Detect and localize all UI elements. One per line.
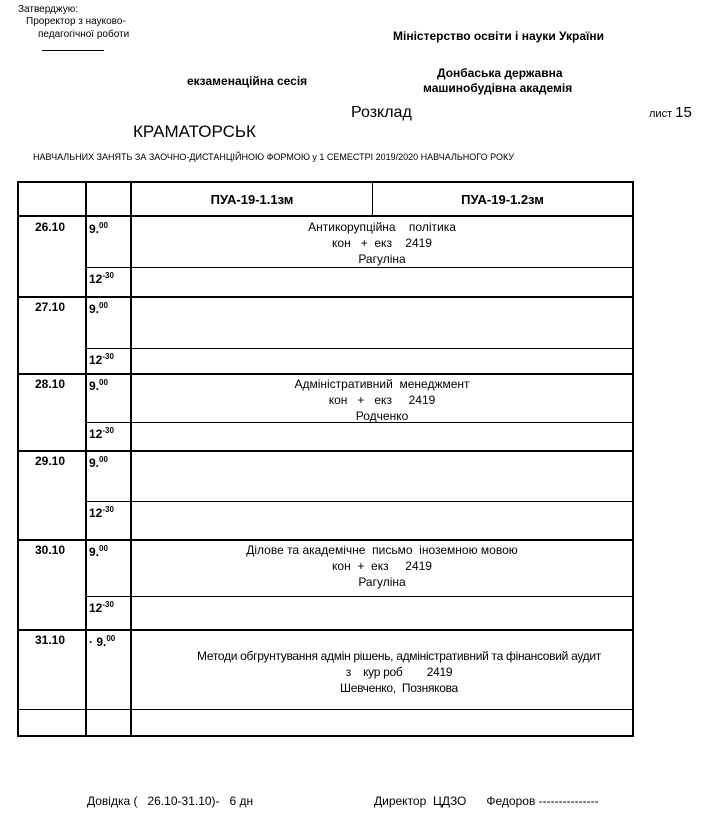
approval-title: Затверджую:	[18, 4, 78, 15]
day-date: 29.10	[35, 454, 66, 468]
lesson-type: кон + екз 2419	[332, 559, 432, 573]
approval-position-line2: педагогічної роботи	[38, 29, 130, 40]
slot-divider	[85, 348, 632, 349]
slot-hour: 12	[89, 427, 103, 441]
slot-time	[89, 221, 108, 236]
lesson-cell	[149, 648, 649, 696]
slot-minutes: 00	[99, 455, 108, 464]
slot-divider	[85, 267, 632, 268]
slot-hour: 12	[89, 601, 103, 615]
lesson-teacher: Родченко	[355, 409, 409, 423]
lesson-teacher: Рагуліна	[358, 575, 406, 589]
row-divider	[19, 709, 632, 710]
lesson-teacher: Рагуліна	[358, 252, 406, 266]
day-date: 28.10	[35, 377, 66, 391]
lesson-subject: Антикорупційна політика	[308, 220, 456, 234]
slot-time	[89, 301, 108, 316]
slot-hour: 9.	[89, 222, 100, 236]
day-divider	[19, 539, 632, 541]
header-row-divider	[19, 215, 632, 217]
lesson-cell	[132, 376, 632, 424]
academy-name-line2: машинобудівна академія	[423, 81, 573, 95]
slot-minutes: -30	[102, 271, 114, 280]
lesson-type: кон + екз 2419	[332, 236, 432, 250]
slot-time	[89, 455, 108, 470]
approval-position-line1: Проректор з науково-	[26, 16, 126, 27]
day-divider	[19, 296, 632, 298]
slot-minutes: 00	[106, 634, 116, 643]
slot-time	[89, 352, 114, 367]
lesson-cell	[132, 542, 632, 590]
slot-divider	[85, 596, 632, 597]
day-date: 30.10	[35, 543, 66, 557]
lesson-cell	[132, 219, 632, 267]
sheet-label: лист	[649, 108, 673, 120]
lesson-subject: Адміністративний менеджмент	[294, 377, 470, 391]
slot-hour: · 9.	[89, 635, 107, 649]
lesson-type: з кур роб 2419	[345, 665, 453, 679]
slot-hour: 9.	[89, 302, 100, 316]
group-header: ПУА-19-1.1зм	[210, 192, 294, 207]
slot-hour: 9.	[89, 379, 100, 393]
day-date: 31.10	[35, 633, 66, 647]
slot-minutes: -30	[102, 352, 114, 361]
city-name: КРАМАТОРСЬК	[133, 122, 256, 141]
slot-time	[89, 426, 114, 441]
slot-time	[89, 378, 108, 393]
slot-time	[89, 634, 115, 649]
slot-minutes: -30	[102, 600, 114, 609]
slot-hour: 9.	[89, 545, 100, 559]
slot-hour: 12	[89, 272, 103, 286]
lesson-subject: Методи обгрунтування адмін рішень, адміністративний та фінансовий аудит	[197, 649, 601, 663]
signature-line	[42, 50, 104, 51]
slot-divider	[85, 501, 632, 502]
slot-time	[89, 505, 114, 520]
slot-time	[89, 271, 114, 286]
lesson-subject: Ділове та академічне письмо іноземною мовою	[246, 543, 518, 557]
slot-hour: 9.	[89, 456, 100, 470]
day-divider	[19, 450, 632, 452]
reference-note: Довідка ( 26.10-31.10)- 6 дн	[87, 794, 254, 808]
slot-minutes: 00	[99, 544, 108, 553]
lesson-type: кон + екз 2419	[328, 393, 436, 407]
schedule-table	[17, 181, 634, 737]
slot-minutes: 00	[99, 378, 108, 387]
sheet-number	[649, 104, 692, 121]
session-title: екзаменаційна сесія	[187, 74, 308, 88]
document-title: Розклад	[351, 104, 412, 121]
sheet-number-value: 15	[675, 104, 692, 121]
slot-time	[89, 600, 114, 615]
day-divider	[19, 629, 632, 631]
ministry-title: Міністерство освіти і науки України	[393, 29, 605, 43]
document-subtitle: НАВЧАЛЬНИХ ЗАНЯТЬ ЗА ЗАОЧНО-ДИСТАНЦІЙНОЮ ФОРМОЮ у 1 СЕМЕСТРІ 2019/2020 НАВЧАЛЬНОГО РОКУ	[33, 152, 515, 162]
day-date: 26.10	[35, 220, 66, 234]
lesson-teacher: Шевченко, Познякова	[340, 681, 458, 695]
slot-minutes: 00	[99, 301, 108, 310]
slot-hour: 12	[89, 506, 103, 520]
slot-minutes: -30	[102, 505, 114, 514]
director-signature: Директор ЦДЗО Федоров ---------------	[374, 794, 599, 808]
slot-minutes: 00	[99, 221, 108, 230]
column-divider-date	[85, 183, 87, 735]
slot-hour: 12	[89, 353, 103, 367]
day-divider	[19, 373, 632, 375]
group-header: ПУА-19-1.2зм	[461, 192, 544, 207]
slot-time	[89, 544, 108, 559]
academy-name-line1: Донбаська державна	[437, 66, 563, 80]
day-date: 27.10	[35, 300, 66, 314]
slot-minutes: -30	[102, 426, 114, 435]
